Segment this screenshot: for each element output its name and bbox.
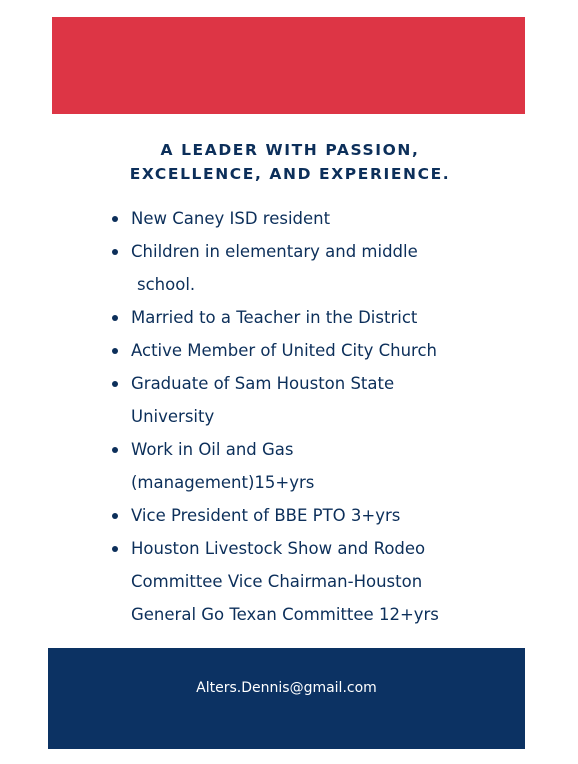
bullet-icon (112, 447, 118, 453)
list-item-text: Vice President of BBE PTO 3+yrs (131, 506, 401, 525)
list-item-text: Children in elementary and middle (131, 242, 418, 261)
bullet-icon (112, 249, 118, 255)
list-item-text: General Go Texan Committee 12+yrs (131, 605, 439, 624)
contact-footer (48, 648, 525, 749)
list-item (108, 367, 528, 433)
list-item-text: Graduate of Sam Houston State (131, 374, 395, 393)
list-item-text: Houston Livestock Show and Rodeo (131, 539, 426, 558)
list-item-text: Work in Oil and Gas (131, 440, 294, 459)
list-item-text: New Caney ISD resident (131, 209, 331, 228)
bullet-icon (112, 216, 118, 222)
list-item (108, 202, 528, 235)
headline-line-2: EXCELLENCE, AND EXPERIENCE. (129, 165, 451, 183)
bullet-icon (112, 381, 118, 387)
list-item (108, 235, 528, 301)
list-item (108, 301, 528, 334)
list-item-text: University (131, 407, 215, 426)
list-item-text: school. (137, 275, 196, 294)
bullet-icon (112, 348, 118, 354)
bullet-icon (112, 546, 118, 552)
list-item-text: (management)15+yrs (131, 473, 315, 492)
headline-line-1: A LEADER WITH PASSION, (160, 141, 420, 159)
list-item (108, 499, 528, 532)
list-item (108, 334, 528, 367)
red-header-banner (52, 17, 525, 114)
bullet-icon (112, 513, 118, 519)
list-item (108, 433, 528, 499)
list-item-text: Married to a Teacher in the District (131, 308, 418, 327)
list-item-text: Committee Vice Chairman-Houston (131, 572, 423, 591)
qualifications-list (108, 202, 528, 631)
contact-email[interactable]: Alters.Dennis@gmail.com (196, 680, 377, 696)
list-item-text: Active Member of United City Church (131, 341, 437, 360)
headline (52, 138, 528, 186)
list-item (108, 532, 528, 631)
bullet-icon (112, 315, 118, 321)
